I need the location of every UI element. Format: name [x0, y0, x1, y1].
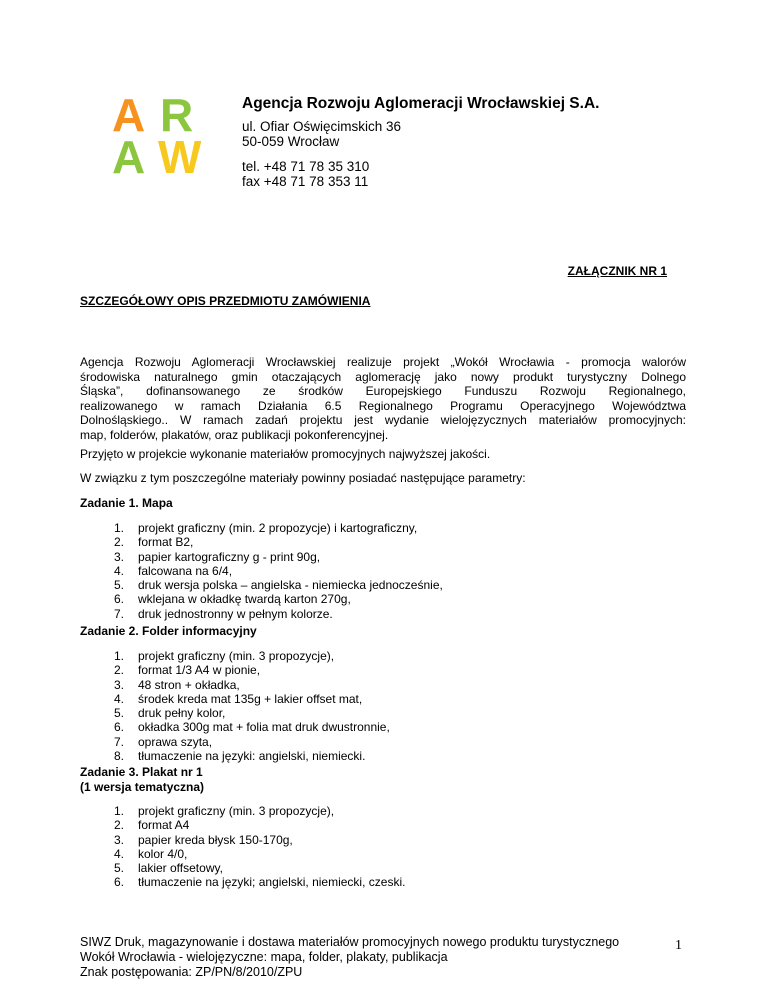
- item-text: lakier offsetowy,: [138, 861, 223, 876]
- task-3-subtitle: (1 wersja tematyczna): [80, 779, 205, 794]
- page-footer: [80, 935, 680, 980]
- item-number: 4.: [114, 691, 125, 706]
- intro-line: map, folderów, plakatów, oraz publikacji pokonferencyjnej.: [80, 427, 389, 442]
- list-item: [80, 521, 443, 535]
- list-item: [80, 535, 443, 549]
- item-text: środek kreda mat 135g + lakier offset mat,: [138, 691, 363, 706]
- intro-paragraph: [80, 355, 686, 443]
- list-item: [80, 735, 390, 749]
- item-text: projekt graficzny (min. 3 propozycje),: [138, 804, 335, 818]
- address-block: [242, 119, 692, 149]
- footer-line: SIWZ Druk, magazynowanie i dostawa materiałów promocyjnych nowego produktu turystycznego: [80, 935, 620, 949]
- list-item: [80, 550, 443, 564]
- fax: fax +48 71 78 353 11: [242, 174, 369, 189]
- page-number: 1: [675, 938, 682, 953]
- item-number: 6.: [114, 592, 125, 607]
- item-text: format 1/3 A4 w pionie,: [138, 663, 261, 678]
- task-3-title: [80, 765, 204, 794]
- footer-line: Wokół Wrocławia - wielojęzyczne: mapa, folder, plakaty, publikacja: [80, 950, 448, 964]
- logo-letter: A: [112, 89, 146, 141]
- task-3-list: [80, 804, 405, 890]
- list-item: [80, 692, 390, 706]
- intro-line: Agencja Rozwoju Aglomeracji Wrocławskiej realizuje projekt „Wokół Wrocławia - promocja walorów: [80, 355, 686, 369]
- intro-line: Śląska”, dofinansowanego ze środków Europejskiego Funduszu Rozwoju Regionalnego,: [80, 384, 686, 399]
- list-item: [80, 592, 443, 606]
- task-3-title-line: Zadanie 3. Plakat nr 1: [80, 765, 203, 779]
- intro-line: środowiska naturalnego gmin otaczających aglomerację jako nowy produkt turystyczny Dolnego: [80, 369, 686, 384]
- item-text: tłumaczenie na języki; angielski, niemiecki, czeski.: [138, 875, 406, 890]
- item-text: okładka 300g mat + folia mat druk dwustronnie,: [138, 720, 390, 735]
- item-number: 7.: [114, 734, 125, 749]
- list-item: [80, 607, 443, 621]
- list-item: [80, 847, 405, 861]
- list-item: [80, 578, 443, 592]
- item-number: 4.: [114, 563, 125, 578]
- item-number: 3.: [114, 832, 125, 847]
- item-number: 1.: [114, 521, 125, 535]
- item-text: papier kartograficzny g - print 90g,: [138, 549, 321, 564]
- logo-letter: R: [160, 89, 194, 141]
- organization-name: Agencja Rozwoju Aglomeracji Wrocławskiej S.A.: [242, 95, 600, 112]
- organization-header: [242, 94, 692, 189]
- list-item: [80, 706, 390, 720]
- street-address: ul. Ofiar Oświęcimskich 36: [242, 119, 402, 134]
- city-address: 50-059 Wrocław: [242, 134, 340, 149]
- list-item: [80, 564, 443, 578]
- logo-letter: A: [112, 131, 146, 183]
- annex-label: ZAŁĄCZNIK NR 1: [567, 264, 667, 278]
- item-number: 4.: [114, 846, 125, 861]
- list-item: [80, 833, 405, 847]
- quality-paragraph: Przyjęto w projekcie wykonanie materiałów promocyjnych najwyższej jakości.: [80, 447, 491, 461]
- intro-line: realizowanego w ramach Działania 6.5 Regionalnego Programu Operacyjnego Województwa: [80, 398, 686, 413]
- task-1-list: [80, 521, 443, 621]
- item-text: projekt graficzny (min. 2 propozycje) i kartograficzny,: [138, 521, 418, 535]
- item-number: 5.: [114, 578, 125, 593]
- item-number: 5.: [114, 861, 125, 876]
- item-number: 8.: [114, 749, 125, 764]
- list-item: [80, 663, 390, 677]
- item-number: 1.: [114, 649, 125, 663]
- item-text: kolor 4/0,: [138, 846, 188, 861]
- intro-line: Dolnośląskiego.. W ramach zadań projektu jest wydanie wielojęzycznych materiałów promocyjnych:: [80, 413, 686, 428]
- list-item: [80, 720, 390, 734]
- footer-line: Znak postępowania: ZP/PN/8/2010/ZPU: [80, 965, 303, 979]
- item-number: 2.: [114, 535, 125, 550]
- list-item: [80, 678, 390, 692]
- item-text: format A4: [138, 818, 190, 833]
- parameters-paragraph: W związku z tym poszczególne materiały powinny posiadać następujące parametry:: [80, 471, 526, 485]
- item-number: 6.: [114, 720, 125, 735]
- task-2-list: [80, 649, 390, 763]
- task-1-title: Zadanie 1. Mapa: [80, 496, 173, 510]
- item-text: 48 stron + okładka,: [138, 677, 240, 692]
- list-item: [80, 649, 390, 663]
- contact-block: [242, 159, 692, 189]
- item-number: 7.: [114, 606, 125, 621]
- item-text: falcowana na 6/4,: [138, 563, 233, 578]
- item-text: oprawa szyta,: [138, 734, 213, 749]
- item-text: wklejana w okładkę twardą karton 270g,: [138, 592, 351, 607]
- araw-logo: [112, 89, 208, 183]
- item-number: 3.: [114, 549, 125, 564]
- item-text: druk jednostronny w pełnym kolorze.: [138, 606, 333, 621]
- list-item: [80, 861, 405, 875]
- item-number: 5.: [114, 706, 125, 721]
- item-number: 2.: [114, 818, 125, 833]
- item-text: tłumaczenie na języki: angielski, niemiecki.: [138, 749, 366, 764]
- item-text: papier kreda błysk 150-170g,: [138, 832, 293, 847]
- item-text: format B2,: [138, 535, 194, 550]
- list-item: [80, 749, 390, 763]
- list-item: [80, 875, 405, 889]
- list-item: [80, 818, 405, 832]
- telephone: tel. +48 71 78 35 310: [242, 159, 370, 174]
- document-heading: SZCZEGÓŁOWY OPIS PRZEDMIOTU ZAMÓWIENIA: [80, 294, 371, 308]
- item-number: 3.: [114, 677, 125, 692]
- item-text: projekt graficzny (min. 3 propozycje),: [138, 649, 335, 663]
- logo-letter: W: [158, 131, 202, 183]
- list-item: [80, 804, 405, 818]
- item-text: druk pełny kolor,: [138, 706, 226, 721]
- task-2-title: Zadanie 2. Folder informacyjny: [80, 624, 257, 638]
- item-text: druk wersja polska – angielska - niemiecka jednocześnie,: [138, 578, 443, 593]
- item-number: 1.: [114, 804, 125, 818]
- item-number: 2.: [114, 663, 125, 678]
- item-number: 6.: [114, 875, 125, 890]
